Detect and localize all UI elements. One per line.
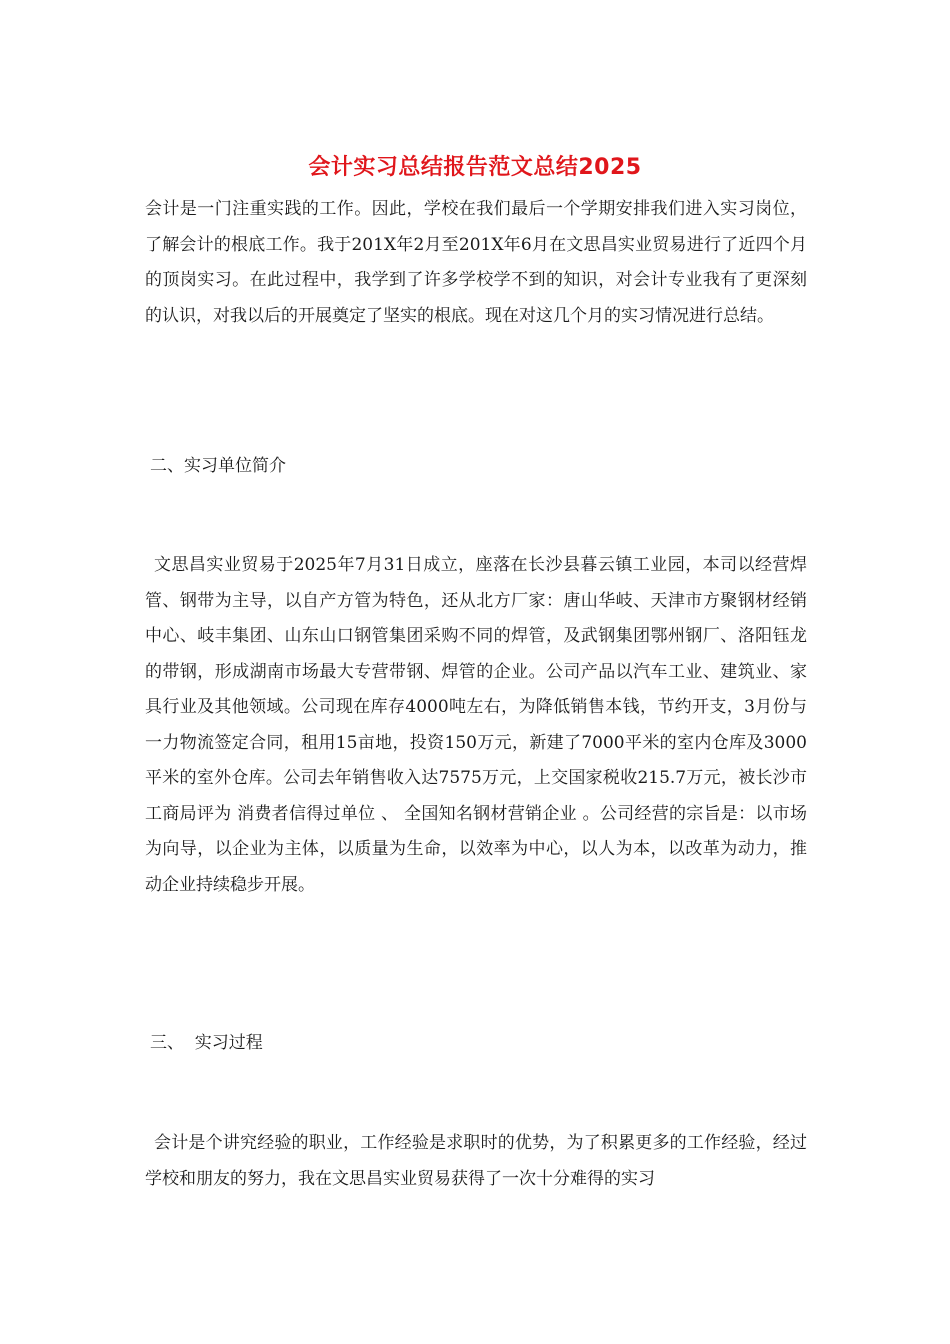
internship-process-paragraph: 会计是个讲究经验的职业，工作经验是求职时的优势，为了积累更多的工作经验，经过学校和朋友的努力，我在文思昌实业贸易获得了一次十分难得的实习 (145, 1133, 807, 1189)
section-heading-unit-intro: 二、实习单位简介 (150, 456, 286, 476)
intro-paragraph: 会计是一门注重实践的工作。因此，学校在我们最后一个学期安排我们进入实习岗位，了解会计的根底工作。我于201X年2月至201X年6月在文思昌实业贸易进行了近四个月的顶岗实习。在此过程中，我学到了许多学校学不到的知识，对会计专业我有了更深刻的认识，对我以后的开展奠定了坚实的根底。现在对这几个月的实习情况进行总结。 (145, 199, 807, 326)
section-heading-internship-process: 三、 实习过程 (150, 1033, 263, 1053)
unit-intro-paragraph: 文思昌实业贸易于2025年7月31日成立，座落在长沙县暮云镇工业园，本司以经营焊管、钢带为主导，以自产方管为特色，还从北方厂家：唐山华岐、天津市方聚钢材经销中心、岐丰集团、山东山口钢管集团采购不同的焊管，及武钢集团鄂州钢厂、洛阳钰龙的带钢，形成湖南市场最大专营带钢、焊管的企业。公司产品以汽车工业、建筑业、家具行业及其他领域。公司现在库存4000吨左右，为降低销售本钱，节约开支，3月份与一力物流签定合同，租用15亩地，投资150万元，新建了7000平米的室内仓库及3000平米的室外仓库。公司去年销售收入达7575万元，上交国家税收215.7万元，被长沙市工商局评为 消费者信得过单位 、 全国知名钢材营销企业 。公司经营的宗旨是：以市场为向导，以企业为主体，以质量为生命，以效率为中心，以人为本，以改革为动力，推动企业持续稳步开展。 (145, 555, 807, 895)
document-title: 会计实习总结报告范文总结2025 (308, 155, 642, 180)
